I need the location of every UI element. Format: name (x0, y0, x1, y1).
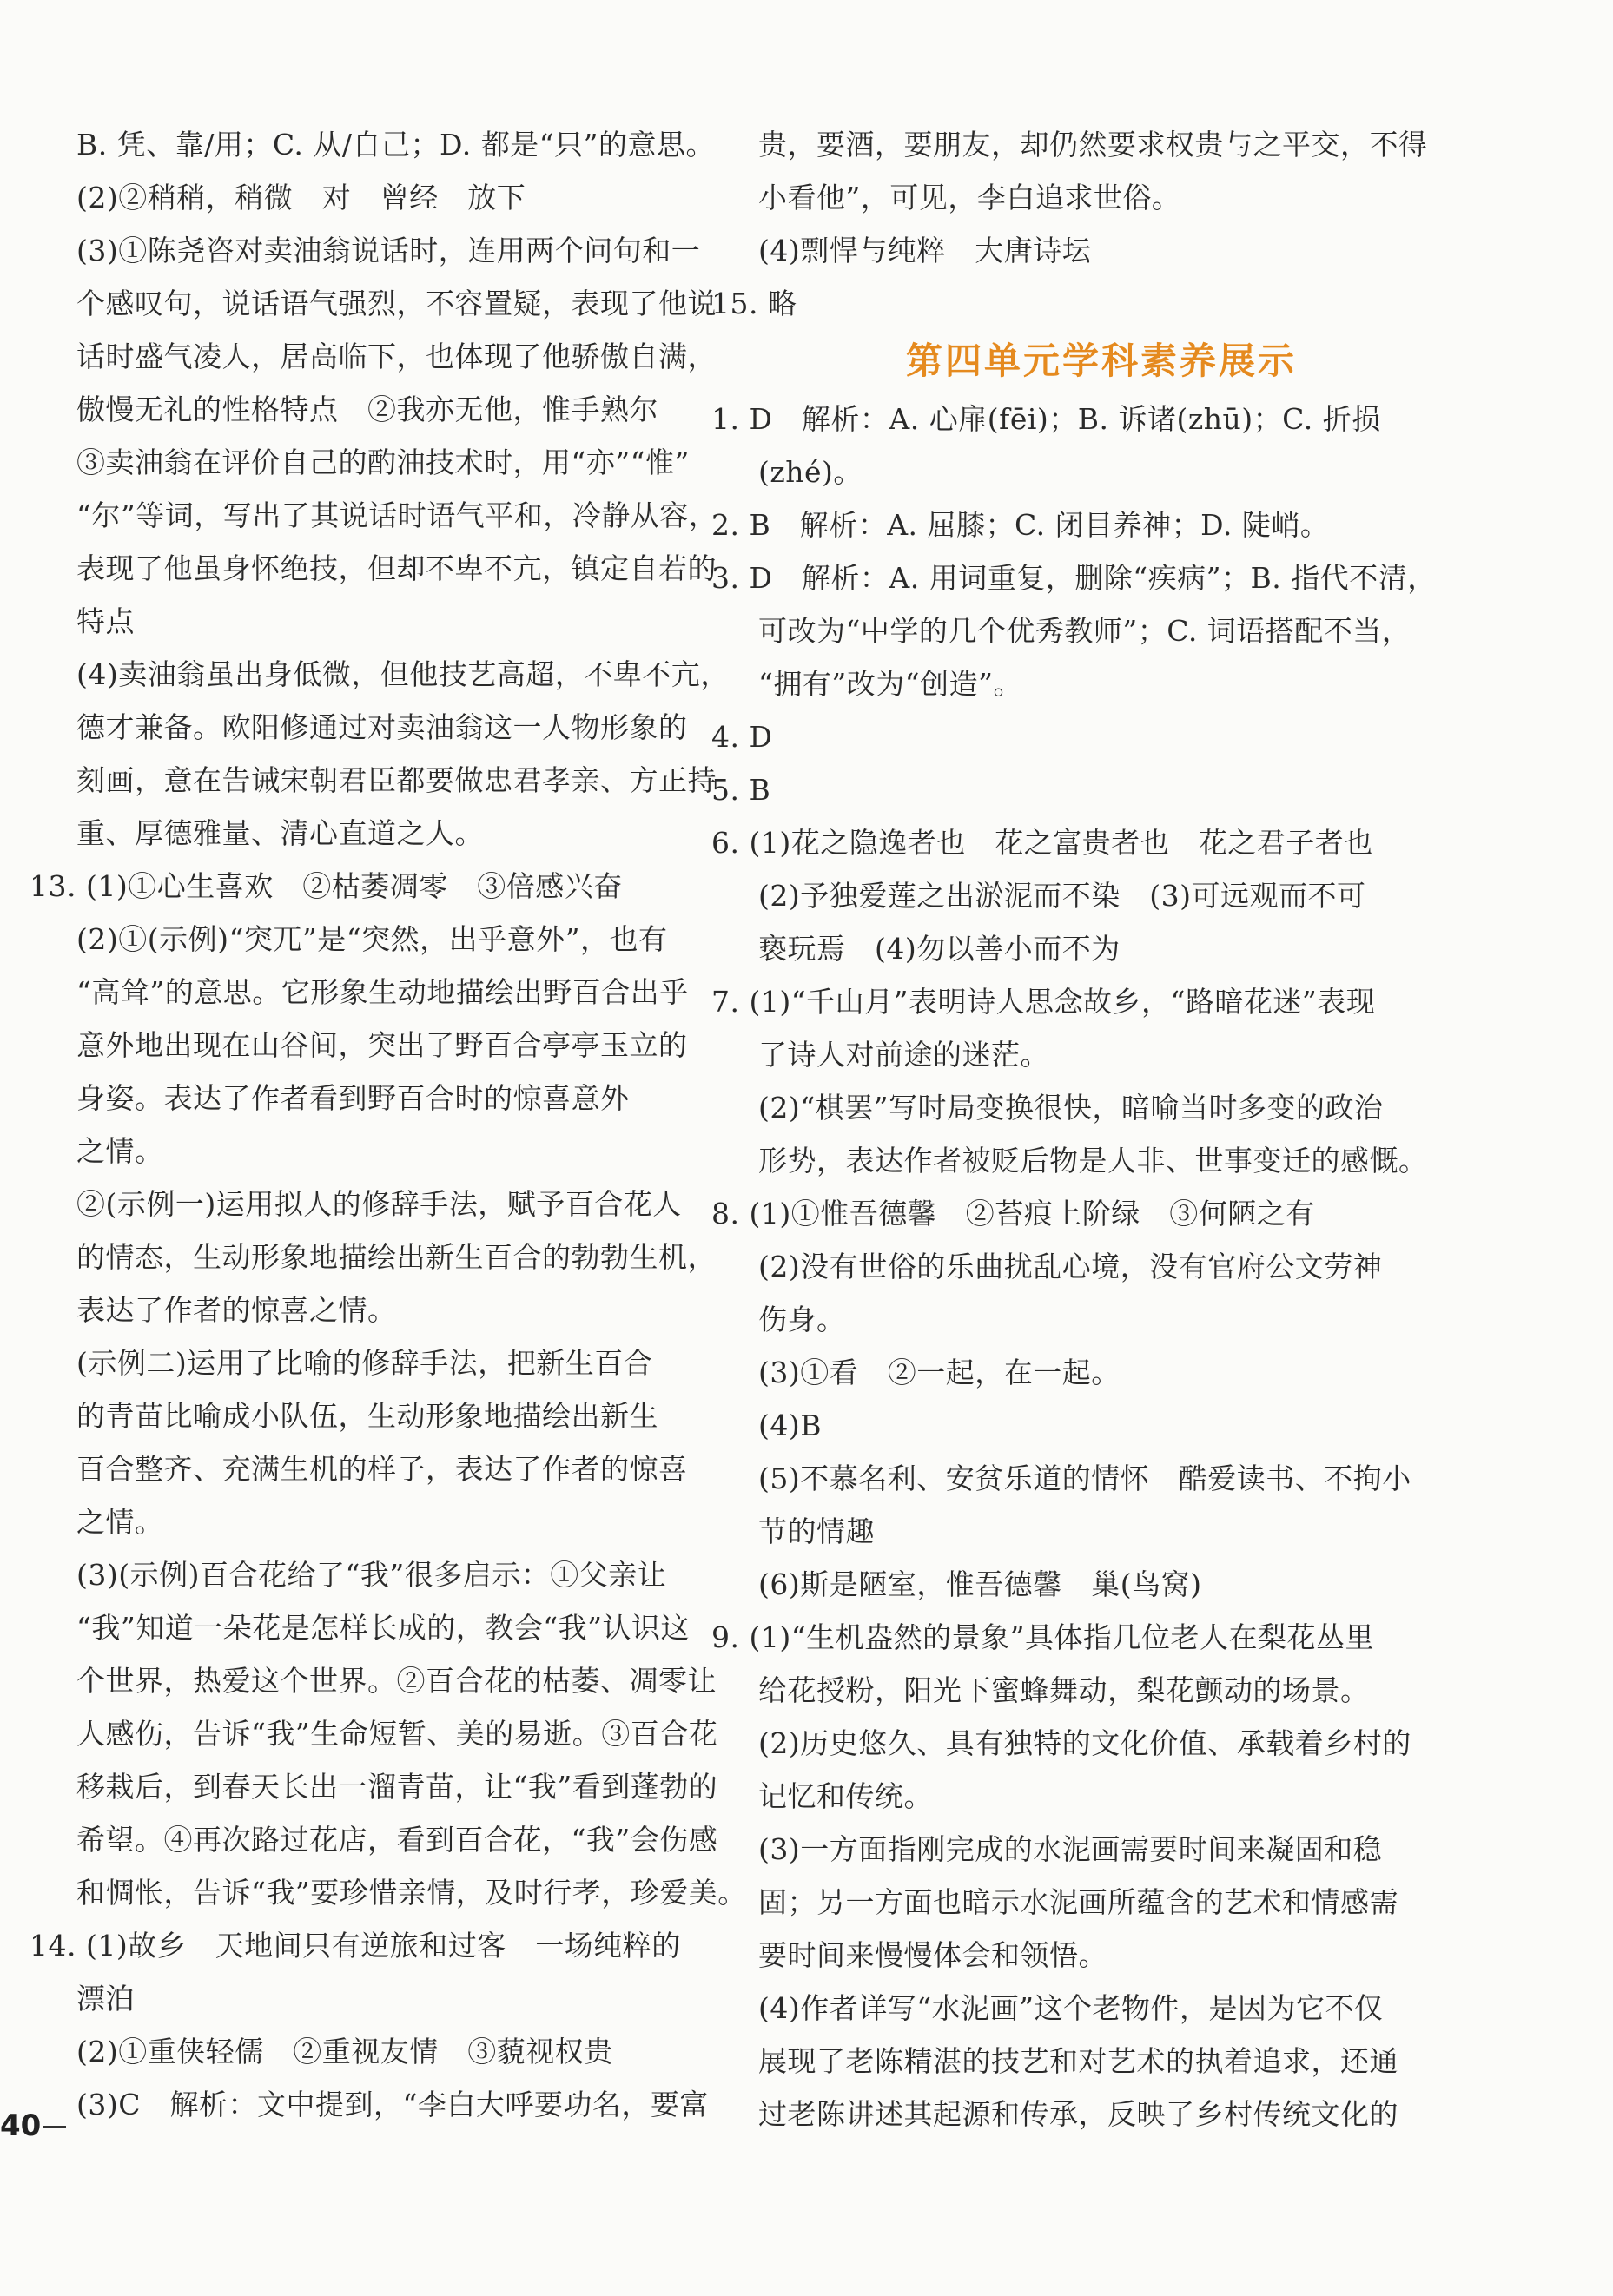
text-line: 4. D (711, 720, 773, 754)
text-line: (3)①陈尧咨对卖油翁说话时，连用两个问句和一 (76, 234, 701, 267)
text-line: 可改为“中学的几个优秀教师”；C. 词语搭配不当， (758, 614, 1411, 648)
text-line: 移栽后，到春天长出一溜青苗，让“我”看到蓬勃的 (76, 1770, 718, 1804)
text-line: 表达了作者的惊喜之情。 (76, 1293, 397, 1327)
text-line: 15. 略 (711, 287, 797, 320)
text-line: 记忆和传统。 (758, 1779, 933, 1813)
text-line: 特点 (76, 604, 135, 638)
text-line: 个感叹句，说话语气强烈，不容置疑，表现了他说 (76, 287, 717, 320)
text-line: “我”知道一朵花是怎样长成的，教会“我”认识这 (76, 1611, 690, 1645)
text-line: 刻画，意在告诫宋朝君臣都要做忠君孝亲、方正持 (76, 763, 717, 797)
text-line: 形势，表达作者被贬后物是人非、世事变迁的感慨。 (758, 1144, 1428, 1178)
text-line: 给花授粉，阳光下蜜蜂舞动，梨花颤动的场景。 (758, 1673, 1370, 1707)
text-line: 漂泊 (76, 1982, 135, 2016)
text-line: 人感伤，告诉“我”生命短暂、美的易逝。③百合花 (76, 1717, 718, 1751)
right-column (711, 118, 1444, 2141)
text-line: 贵，要酒，要朋友，却仍然要求权贵与之平交，不得 (758, 128, 1428, 162)
text-line: 意外地出现在山谷间，突出了野百合亭亭玉立的 (76, 1028, 688, 1062)
text-line: (4)卖油翁虽出身低微，但他技艺高超，不卑不亢， (76, 657, 730, 691)
text-line: (6)斯是陋室，惟吾德馨 巢(鸟窝) (758, 1567, 1202, 1601)
text-line: (2)①(示例)“突兀”是“突然，出乎意外”，也有 (76, 922, 668, 956)
text-line: 百合整齐、充满生机的样子，表达了作者的惊喜 (76, 1452, 688, 1486)
text-line: 9. (1)“生机盎然的景象”具体指几位老人在梨花丛里 (711, 1620, 1374, 1654)
text-line: 身姿。表达了作者看到野百合时的惊喜意外 (76, 1081, 630, 1115)
right-column-bottom (711, 393, 1444, 2141)
text-line: 14. (1)故乡 天地间只有逆旅和过客 一场纯粹的 (30, 1929, 681, 1963)
text-line: 德才兼备。欧阳修通过对卖油翁这一人物形象的 (76, 710, 688, 744)
text-line: 伤身。 (758, 1303, 846, 1336)
text-line: (示例二)运用了比喻的修辞手法，把新生百合 (76, 1346, 653, 1380)
text-line: 过老陈讲述其起源和传承，反映了乡村传统文化的 (758, 2097, 1398, 2131)
text-line: 了诗人对前途的迷茫。 (758, 1038, 1049, 1072)
text-line: 的青苗比喻成小队伍，生动形象地描绘出新生 (76, 1399, 658, 1433)
text-line: (5)不慕名利、安贫乐道的情怀 酷爱读书、不拘小 (758, 1461, 1411, 1495)
text-line: (3)①看 ②一起，在一起。 (758, 1356, 1121, 1389)
text-line: 要时间来慢慢体会和领悟。 (758, 1938, 1107, 1972)
text-line: 小看他”，可见，李白追求世俗。 (758, 181, 1181, 214)
text-line: (2)“棋罢”写时局变换很快，暗喻当时多变的政治 (758, 1091, 1384, 1125)
text-line: 固；另一方面也暗示水泥画所蕴含的艺术和情感需 (758, 1885, 1398, 1919)
text-line: 7. (1)“千山月”表明诗人思念故乡，“路暗花迷”表现 (711, 985, 1376, 1019)
text-line: (zhé)。 (758, 455, 863, 489)
text-line: 节的情趣 (758, 1514, 875, 1548)
text-line: (2)历史悠久、具有独特的文化价值、承载着乡村的 (758, 1726, 1411, 1760)
text-line: (2)②稍稍，稍微 对 曾经 放下 (76, 181, 526, 214)
text-line: (3)(示例)百合花给了“我”很多启示：①父亲让 (76, 1558, 667, 1592)
text-line: 13. (1)①心生喜欢 ②枯萎凋零 ③倍感兴奋 (30, 869, 623, 903)
text-line: 6. (1)花之隐逸者也 花之富贵者也 花之君子者也 (711, 826, 1373, 860)
text-line: “高耸”的意思。它形象生动地描绘出野百合出乎 (76, 975, 689, 1009)
text-line: “拥有”改为“创造”。 (758, 667, 1022, 701)
text-line: 5. B (711, 773, 771, 807)
text-line: 和惆怅，告诉“我”要珍惜亲情，及时行孝，珍爱美。 (76, 1876, 747, 1910)
text-line: B. 凭、靠/用；C. 从/自己；D. 都是“只”的意思。 (76, 128, 716, 162)
text-line: ③卖油翁在评价自己的酌油技术时，用“亦”“惟” (76, 445, 690, 479)
page-number: 40 (0, 2108, 42, 2143)
right-column-top (711, 118, 1444, 330)
text-line: 8. (1)①惟吾德馨 ②苔痕上阶绿 ③何陋之有 (711, 1197, 1315, 1230)
text-line: 之情。 (76, 1505, 164, 1539)
section-heading: 第四单元学科素养展示 (905, 340, 1297, 382)
text-line: 亵玩焉 (4)勿以善小而不为 (758, 932, 1121, 966)
text-line: 之情。 (76, 1134, 164, 1168)
text-line: “尔”等词，写出了其说话时语气平和，冷静从容， (76, 498, 718, 532)
text-line: (4)作者详写“水泥画”这个老物件，是因为它不仅 (758, 1991, 1384, 2025)
text-line: 展现了老陈精湛的技艺和对艺术的执着追求，还通 (758, 2044, 1398, 2078)
text-line: 傲慢无礼的性格特点 ②我亦无他，惟手熟尔 (76, 393, 658, 426)
text-line: (3)一方面指刚完成的水泥画需要时间来凝固和稳 (758, 1832, 1383, 1866)
text-line: 3. D 解析：A. 用词重复，删除“疾病”；B. 指代不清， (711, 561, 1437, 595)
text-line: (3)C 解析：文中提到，“李白大呼要功名，要富 (76, 2088, 709, 2121)
text-line: 希望。④再次路过花店，看到百合花，“我”会伤感 (76, 1823, 718, 1857)
text-line: 表现了他虽身怀绝技，但却不卑不亢，镇定自若的 (76, 551, 717, 585)
text-line: 话时盛气凌人，居高临下，也体现了他骄傲自满， (76, 340, 717, 373)
text-line: (4)B (758, 1409, 822, 1442)
text-line: 个世界，热爱这个世界。②百合花的枯萎、凋零让 (76, 1664, 717, 1698)
text-line: ②(示例一)运用拟人的修辞手法，赋予百合花人 (76, 1187, 682, 1221)
text-line: 的情态，生动形象地描绘出新生百合的勃勃生机， (76, 1240, 717, 1274)
text-line: (2)①重侠轻儒 ②重视友情 ③藐视权贵 (76, 2035, 613, 2068)
page-number-dash (43, 2126, 66, 2128)
text-line: 2. B 解析：A. 屈膝；C. 闭目养神；D. 陡峭。 (711, 508, 1330, 542)
text-line: (2)予独爱莲之出淤泥而不染 (3)可远观而不可 (758, 879, 1366, 913)
text-line: 1. D 解析：A. 心扉(fēi)；B. 诉诸(zhū)；C. 折损 (711, 402, 1381, 436)
text-line: (4)剽悍与纯粹 大唐诗坛 (758, 234, 1092, 267)
text-line: (2)没有世俗的乐曲扰乱心境，没有官府公文劳神 (758, 1250, 1383, 1283)
text-line: 重、厚德雅量、清心直道之人。 (76, 816, 484, 850)
